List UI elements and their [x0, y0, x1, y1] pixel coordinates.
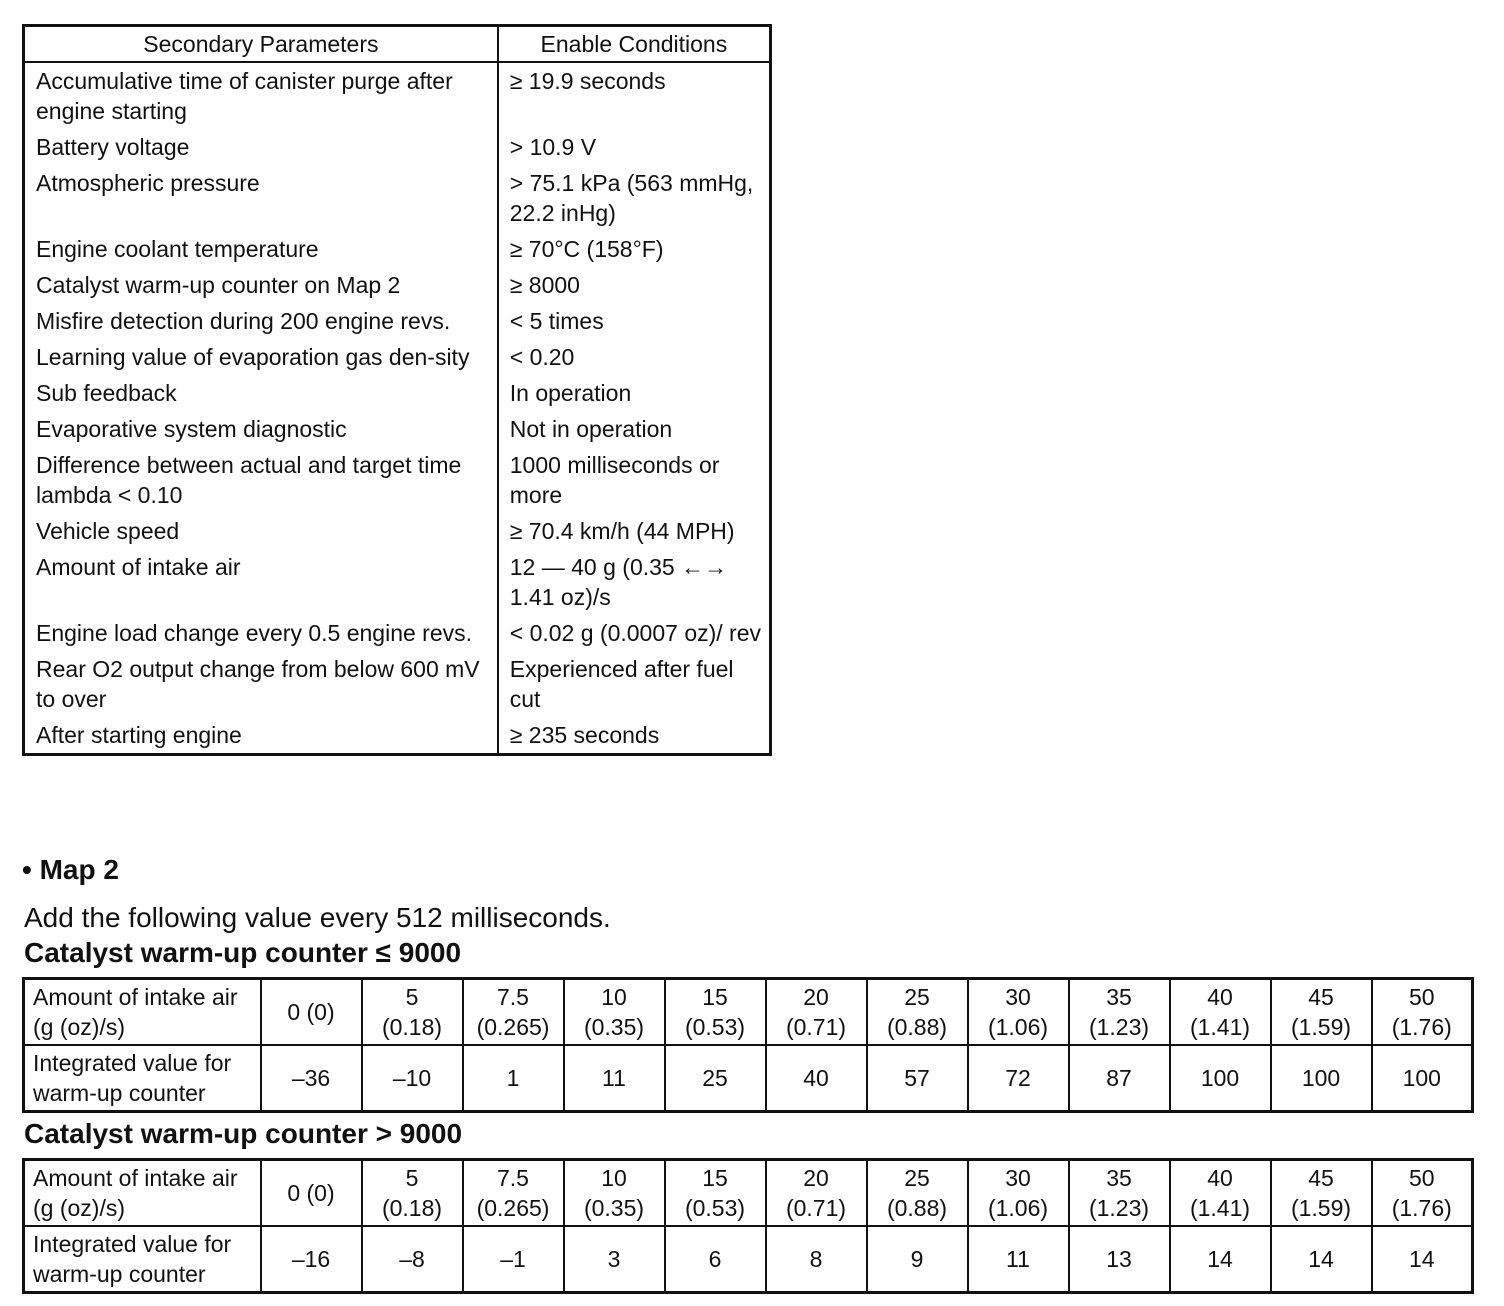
intake-air-g-value: 15 [702, 984, 728, 1010]
condition-cell: In operation [509, 380, 632, 406]
integrated-value-cell: –8 [362, 1226, 463, 1293]
condition-cell: ≥ 70°C (158°F) [509, 236, 664, 262]
intake-air-cell [968, 979, 1069, 1046]
intake-air-oz-value: (0.35) [583, 1195, 645, 1221]
header-enable-conditions: Enable Conditions [498, 26, 771, 63]
integrated-value-cell: 72 [968, 1045, 1069, 1112]
integrated-value-cell: 8 [766, 1226, 867, 1293]
condition-cell: > 10.9 V [509, 134, 597, 160]
condition-cell: ≥ 19.9 seconds [509, 68, 666, 94]
intake-air-g-value: 10 [601, 1165, 627, 1191]
intake-air-g-value: 50 [1408, 984, 1435, 1010]
intake-air-g-value: 20 [803, 984, 829, 1010]
intake-air-cell [867, 1160, 968, 1227]
intake-air-g-value: 0 (0) [287, 1180, 335, 1206]
intake-air-cell [665, 979, 766, 1046]
condition-cell: < 0.02 g (0.0007 oz)/ rev [509, 620, 762, 646]
parameter-cell: After starting engine [24, 717, 498, 755]
integrated-value-row [24, 1226, 1473, 1293]
parameter-cell: Engine load change every 0.5 engine revs. [24, 615, 498, 651]
integrated-value-label: Integrated value for warm-up counter [24, 1226, 261, 1293]
map-2-instruction: Add the following value every 512 milliseconds. [24, 902, 611, 933]
parameters-body [24, 62, 771, 755]
intake-air-cell [766, 1160, 867, 1227]
counter-gt-9000-heading: Catalyst warm-up counter > 9000 [24, 1118, 463, 1149]
intake-air-cell [968, 1160, 1069, 1227]
intake-air-cell [1069, 1160, 1170, 1227]
table-row [24, 615, 771, 651]
parameter-cell: Rear O2 output change from below 600 mV to over [24, 651, 498, 717]
intake-air-g-value: 40 [1207, 984, 1233, 1010]
integrated-value-cell: 14 [1271, 1226, 1372, 1293]
table-header-row [24, 26, 771, 63]
table-row [24, 339, 771, 375]
condition-cell: 1000 milliseconds or more [509, 452, 720, 508]
integrated-value-cell: 14 [1372, 1226, 1473, 1293]
intake-air-cell [564, 1160, 665, 1227]
intake-air-g-value: 5 [405, 984, 419, 1010]
condition-cell: Experienced after fuel cut [509, 656, 734, 712]
parameter-cell: Accumulative time of canister purge after engine starting [24, 62, 498, 129]
intake-air-oz-value: (1.59) [1290, 1014, 1352, 1040]
table-row [24, 62, 771, 129]
intake-air-label: Amount of intake air (g (oz)/s) [24, 1160, 261, 1227]
intake-air-cell [261, 1160, 362, 1227]
intake-air-oz-value: (1.59) [1290, 1195, 1352, 1221]
intake-air-oz-value: (1.06) [987, 1195, 1049, 1221]
intake-air-cell [564, 979, 665, 1046]
intake-air-g-value: 30 [1005, 1165, 1031, 1191]
intake-air-cell [665, 1160, 766, 1227]
parameter-cell: Evaporative system diagnostic [24, 411, 498, 447]
intake-air-cell [1271, 979, 1372, 1046]
intake-air-oz-value: (0.265) [476, 1014, 550, 1040]
condition-cell: < 0.20 [509, 344, 575, 370]
parameter-cell: Battery voltage [24, 129, 498, 165]
parameter-cell: Difference between actual and target time lambda < 0.10 [24, 447, 498, 513]
integrated-value-cell: 57 [867, 1045, 968, 1112]
intake-air-cell [1372, 1160, 1473, 1227]
intake-air-g-value: 5 [405, 1165, 419, 1191]
intake-air-oz-value: (0.265) [476, 1195, 550, 1221]
integrated-value-row [24, 1045, 1473, 1112]
integrated-value-cell: 87 [1069, 1045, 1170, 1112]
integrated-value-cell: 11 [564, 1045, 665, 1112]
parameter-cell: Catalyst warm-up counter on Map 2 [24, 267, 498, 303]
intake-air-g-value: 7.5 [497, 984, 529, 1010]
header-secondary-parameters: Secondary Parameters [24, 26, 498, 63]
parameter-cell: Engine coolant temperature [24, 231, 498, 267]
integrated-value-cell: –16 [261, 1226, 362, 1293]
intake-air-cell [463, 1160, 564, 1227]
map-table-counter-le-9000 [22, 977, 1474, 1113]
integrated-value-cell: 6 [665, 1226, 766, 1293]
intake-air-cell [261, 979, 362, 1046]
parameter-cell: Atmospheric pressure [24, 165, 498, 231]
integrated-value-cell: 13 [1069, 1226, 1170, 1293]
integrated-value-cell: –10 [362, 1045, 463, 1112]
table-row [24, 267, 771, 303]
condition-cell: < 5 times [509, 308, 604, 334]
intake-air-cell [1372, 979, 1473, 1046]
table-row [24, 129, 771, 165]
intake-air-row [24, 1160, 1473, 1227]
intake-air-g-value: 30 [1005, 984, 1031, 1010]
table-row [24, 231, 771, 267]
intake-air-g-value: 7.5 [497, 1165, 529, 1191]
intake-air-oz-value: (0.71) [785, 1195, 847, 1221]
integrated-value-cell: 100 [1372, 1045, 1473, 1112]
intake-air-oz-value: (1.23) [1088, 1195, 1150, 1221]
condition-cell: ≥ 235 seconds [509, 722, 660, 748]
intake-air-g-value: 25 [904, 984, 930, 1010]
intake-air-cell [766, 979, 867, 1046]
intake-air-g-value: 0 (0) [287, 999, 335, 1025]
intake-air-cell [1069, 979, 1170, 1046]
intake-air-cell [1170, 1160, 1271, 1227]
table-row [24, 447, 771, 513]
intake-air-oz-value: (0.35) [583, 1014, 645, 1040]
intake-air-g-value: 40 [1207, 1165, 1233, 1191]
intake-air-row [24, 979, 1473, 1046]
integrated-value-cell: 1 [463, 1045, 564, 1112]
table-row [24, 165, 771, 231]
intake-air-oz-value: (0.18) [381, 1014, 443, 1040]
map-table-counter-gt-9000 [22, 1158, 1474, 1294]
intake-air-g-value: 10 [601, 984, 627, 1010]
intake-air-cell [1170, 979, 1271, 1046]
intake-air-oz-value: (0.88) [886, 1195, 948, 1221]
intake-air-oz-value: (0.71) [785, 1014, 847, 1040]
integrated-value-cell: 14 [1170, 1226, 1271, 1293]
integrated-value-cell: 40 [766, 1045, 867, 1112]
intake-air-g-value: 45 [1308, 984, 1334, 1010]
table-row [24, 549, 771, 615]
parameter-cell: Sub feedback [24, 375, 498, 411]
intake-air-oz-value: (1.76) [1391, 1014, 1452, 1040]
integrated-value-cell: 9 [867, 1226, 968, 1293]
integrated-value-cell: 100 [1170, 1045, 1271, 1112]
intake-air-cell [362, 979, 463, 1046]
condition-cell: ≥ 8000 [509, 272, 580, 298]
integrated-value-cell: 11 [968, 1226, 1069, 1293]
intake-air-cell [362, 1160, 463, 1227]
parameter-cell: Learning value of evaporation gas den-sity [24, 339, 498, 375]
intake-air-oz-value: (0.18) [381, 1195, 443, 1221]
intake-air-oz-value: (0.53) [684, 1014, 746, 1040]
intake-air-g-value: 20 [803, 1165, 829, 1191]
integrated-value-cell: 100 [1271, 1045, 1372, 1112]
condition-cell: > 75.1 kPa (563 mmHg, 22.2 inHg) [509, 170, 754, 226]
integrated-value-cell: 3 [564, 1226, 665, 1293]
table-row [24, 651, 771, 717]
condition-cell: Not in operation [509, 416, 673, 442]
intake-air-cell [867, 979, 968, 1046]
integrated-value-cell: –1 [463, 1226, 564, 1293]
parameter-cell: Misfire detection during 200 engine revs. [24, 303, 498, 339]
intake-air-oz-value: (1.76) [1391, 1195, 1452, 1221]
intake-air-oz-value: (0.88) [886, 1014, 948, 1040]
intake-air-g-value: 25 [904, 1165, 930, 1191]
intake-air-cell [463, 979, 564, 1046]
intake-air-oz-value: (1.06) [987, 1014, 1049, 1040]
intake-air-g-value: 45 [1308, 1165, 1334, 1191]
condition-cell: 12 — 40 g (0.35 ←→ 1.41 oz)/s [509, 554, 728, 610]
parameter-cell: Amount of intake air [24, 549, 498, 615]
intake-air-g-value: 35 [1106, 984, 1132, 1010]
table-row [24, 375, 771, 411]
intake-air-oz-value: (1.41) [1189, 1014, 1251, 1040]
intake-air-g-value: 50 [1408, 1165, 1435, 1191]
intake-air-oz-value: (1.23) [1088, 1014, 1150, 1040]
intake-air-g-value: 15 [702, 1165, 728, 1191]
condition-cell: ≥ 70.4 km/h (44 MPH) [509, 518, 735, 544]
counter-le-9000-heading: Catalyst warm-up counter ≤ 9000 [24, 937, 462, 968]
table-row [24, 717, 771, 755]
integrated-value-cell: 25 [665, 1045, 766, 1112]
parameter-cell: Vehicle speed [24, 513, 498, 549]
integrated-value-label: Integrated value for warm-up counter [24, 1045, 261, 1112]
intake-air-g-value: 35 [1106, 1165, 1132, 1191]
intake-air-oz-value: (0.53) [684, 1195, 746, 1221]
table-row [24, 411, 771, 447]
intake-air-label: Amount of intake air (g (oz)/s) [24, 979, 261, 1046]
intake-air-oz-value: (1.41) [1189, 1195, 1251, 1221]
intake-air-cell [1271, 1160, 1372, 1227]
map-2-heading: • Map 2 [22, 854, 119, 885]
table-row [24, 513, 771, 549]
secondary-parameters-table [22, 24, 772, 756]
integrated-value-cell: –36 [261, 1045, 362, 1112]
table-row [24, 303, 771, 339]
